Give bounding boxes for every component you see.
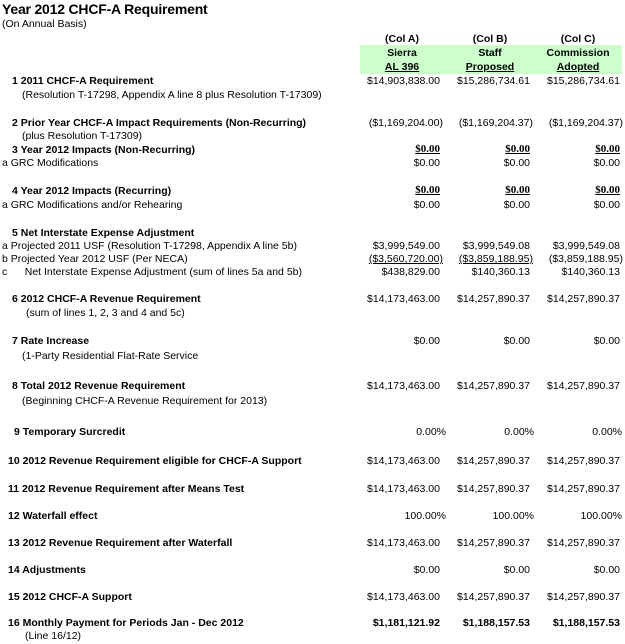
- row-4a-label: a GRC Modifications and/or Rehearing: [2, 199, 183, 211]
- row-1-col-b: $15,286,734.61: [457, 75, 530, 87]
- row-5b-col-c: ($3,859,188.95): [548, 253, 623, 265]
- row-14-label: 14 Adjustments: [8, 564, 86, 576]
- row-7-col-a: $0.00: [413, 335, 440, 347]
- row-4a-col-b: $0.00: [503, 199, 530, 211]
- row-5a-col-a: $3,999,549.00: [372, 240, 440, 252]
- row-5a-label: a Projected 2011 USF (Resolution T-17298, Appendix A line 5b): [2, 240, 297, 252]
- row-14-col-c: $0.00: [593, 564, 620, 576]
- row-5-label: 5 Net Interstate Expense Adjustment: [12, 227, 195, 239]
- row-13-col-c: $14,257,890.37: [547, 537, 620, 549]
- row-8-col-b: $14,257,890.37: [457, 380, 530, 392]
- row-5b-label: b Projected Year 2012 USF (Per NECA): [2, 253, 188, 265]
- row-16-label: 16 Monthly Payment for Periods Jan - Dec 2012: [8, 617, 244, 629]
- row-13-label: 13 2012 Revenue Requirement after Waterfall: [8, 537, 233, 549]
- col-a-line2: AL 396: [384, 61, 420, 73]
- row-2-col-c: ($1,169,204.37): [548, 117, 623, 129]
- row-8-label: 8 Total 2012 Revenue Requirement: [12, 380, 186, 392]
- row-4-col-b: $0.00: [505, 184, 530, 196]
- row-16-col-c: $1,188,157.53: [552, 617, 620, 629]
- row-5c-label: c Net Interstate Expense Adjustment (sum of lines 5a and 5b): [2, 266, 302, 278]
- row-3-col-a: $0.00: [415, 143, 440, 155]
- row-9-col-a: 0.00%: [416, 426, 446, 438]
- row-12-col-b: 100.00%: [492, 510, 534, 522]
- row-4-label: 4 Year 2012 Impacts (Recurring): [12, 185, 172, 197]
- row-4-col-a: $0.00: [415, 184, 440, 196]
- row-16-col-a: $1,181,121.92: [372, 617, 440, 629]
- row-3a-col-b: $0.00: [503, 157, 530, 169]
- row-16-col-b: $1,188,157.53: [462, 617, 530, 629]
- row-3a-label: a GRC Modifications: [2, 157, 99, 169]
- row-13-col-a: $14,173,463.00: [367, 537, 440, 549]
- col-a-line1: Sierra: [387, 47, 417, 59]
- row-5c-col-b: $140,360.13: [471, 266, 530, 278]
- row-4-col-c: $0.00: [595, 184, 620, 196]
- row-6-col-b: $14,257,890.37: [457, 293, 530, 305]
- row-1-col-a: $14,903,838.00: [367, 75, 440, 87]
- row-5b-col-b: ($3,859,188.95): [458, 253, 533, 265]
- row-11-col-c: $14,257,890.37: [547, 483, 620, 495]
- row-2-col-a: ($1,169,204.00): [368, 117, 443, 129]
- row-1-label: 1 2011 CHCF-A Requirement: [12, 75, 154, 87]
- row-7-col-b: $0.00: [503, 335, 530, 347]
- row-8-col-a: $14,173,463.00: [367, 380, 440, 392]
- row-12-col-a: 100.00%: [404, 510, 446, 522]
- row-11-label: 11 2012 Revenue Requirement after Means Test: [8, 483, 245, 495]
- row-6-col-a: $14,173,463.00: [367, 293, 440, 305]
- row-4a-col-c: $0.00: [593, 199, 620, 211]
- page-title: Year 2012 CHCF-A Requirement: [2, 1, 208, 17]
- row-3-label: 3 Year 2012 Impacts (Non-Recurring): [12, 144, 196, 156]
- row-14-col-b: $0.00: [503, 564, 530, 576]
- row-8-col-c: $14,257,890.37: [547, 380, 620, 392]
- row-13-col-b: $14,257,890.37: [457, 537, 530, 549]
- row-3-col-c: $0.00: [595, 143, 620, 155]
- row-2-col-b: ($1,169,204.37): [458, 117, 533, 129]
- row-9-col-c: 0.00%: [592, 426, 622, 438]
- row-10-col-a: $14,173,463.00: [367, 455, 440, 467]
- row-10-label: 10 2012 Revenue Requirement eligible for CHCF-A Support: [8, 455, 302, 467]
- row-11-col-a: $14,173,463.00: [367, 483, 440, 495]
- row-9-label: 9 Temporary Surcredit: [14, 426, 126, 438]
- row-9-col-b: 0.00%: [504, 426, 534, 438]
- row-5c-col-a: $438,829.00: [381, 266, 440, 278]
- row-4a-col-a: $0.00: [413, 199, 440, 211]
- row-10-col-b: $14,257,890.37: [457, 455, 530, 467]
- row-15-col-c: $14,257,890.37: [547, 591, 620, 603]
- row-5a-col-b: $3,999,549.08: [462, 240, 530, 252]
- row-14-col-a: $0.00: [413, 564, 440, 576]
- row-6-col-c: $14,257,890.37: [547, 293, 620, 305]
- row-15-col-b: $14,257,890.37: [457, 591, 530, 603]
- col-a-label: (Col A): [384, 33, 420, 45]
- row-15-col-a: $14,173,463.00: [367, 591, 440, 603]
- col-c-label: (Col C): [560, 33, 596, 45]
- col-c-line1: Commission: [546, 47, 610, 59]
- page-subtitle: (On Annual Basis): [2, 18, 87, 30]
- row-5b-col-a: ($3,560,720.00): [368, 253, 443, 265]
- row-6-label: 6 2012 CHCF-A Revenue Requirement: [12, 293, 201, 305]
- row-1-col-c: $15,286,734.61: [547, 75, 620, 87]
- row-6-note: (sum of lines 1, 2, 3 and 4 and 5c): [26, 307, 185, 319]
- row-7-note: (1-Party Residential Flat-Rate Service: [22, 350, 199, 362]
- row-1-note: (Resolution T-17298, Appendix A line 8 plus Resolution T-17309): [22, 89, 322, 101]
- row-5c-col-c: $140,360.13: [561, 266, 620, 278]
- row-12-label: 12 Waterfall effect: [8, 510, 98, 522]
- row-16-note: (Line 16/12): [25, 630, 82, 642]
- row-3a-col-c: $0.00: [593, 157, 620, 169]
- col-b-label: (Col B): [472, 33, 508, 45]
- row-8-note: (Beginning CHCF-A Revenue Requirement for 2013): [22, 395, 268, 407]
- row-11-col-b: $14,257,890.37: [457, 483, 530, 495]
- row-7-label: 7 Rate Increase: [12, 335, 90, 347]
- row-5a-col-c: $3,999,549.08: [552, 240, 620, 252]
- col-b-line2: Proposed: [465, 61, 515, 73]
- row-15-label: 15 2012 CHCF-A Support: [8, 591, 132, 603]
- row-3a-col-a: $0.00: [413, 157, 440, 169]
- col-b-line1: Staff: [478, 47, 502, 59]
- row-2-label: 2 Prior Year CHCF-A Impact Requirements (Non-Recurring): [12, 117, 307, 129]
- row-10-col-c: $14,257,890.37: [547, 455, 620, 467]
- row-3-col-b: $0.00: [505, 143, 530, 155]
- row-12-col-c: 100.00%: [580, 510, 622, 522]
- row-7-col-c: $0.00: [593, 335, 620, 347]
- col-c-line2: Adopted: [556, 61, 600, 73]
- row-2-note: (plus Resolution T-17309): [22, 130, 143, 142]
